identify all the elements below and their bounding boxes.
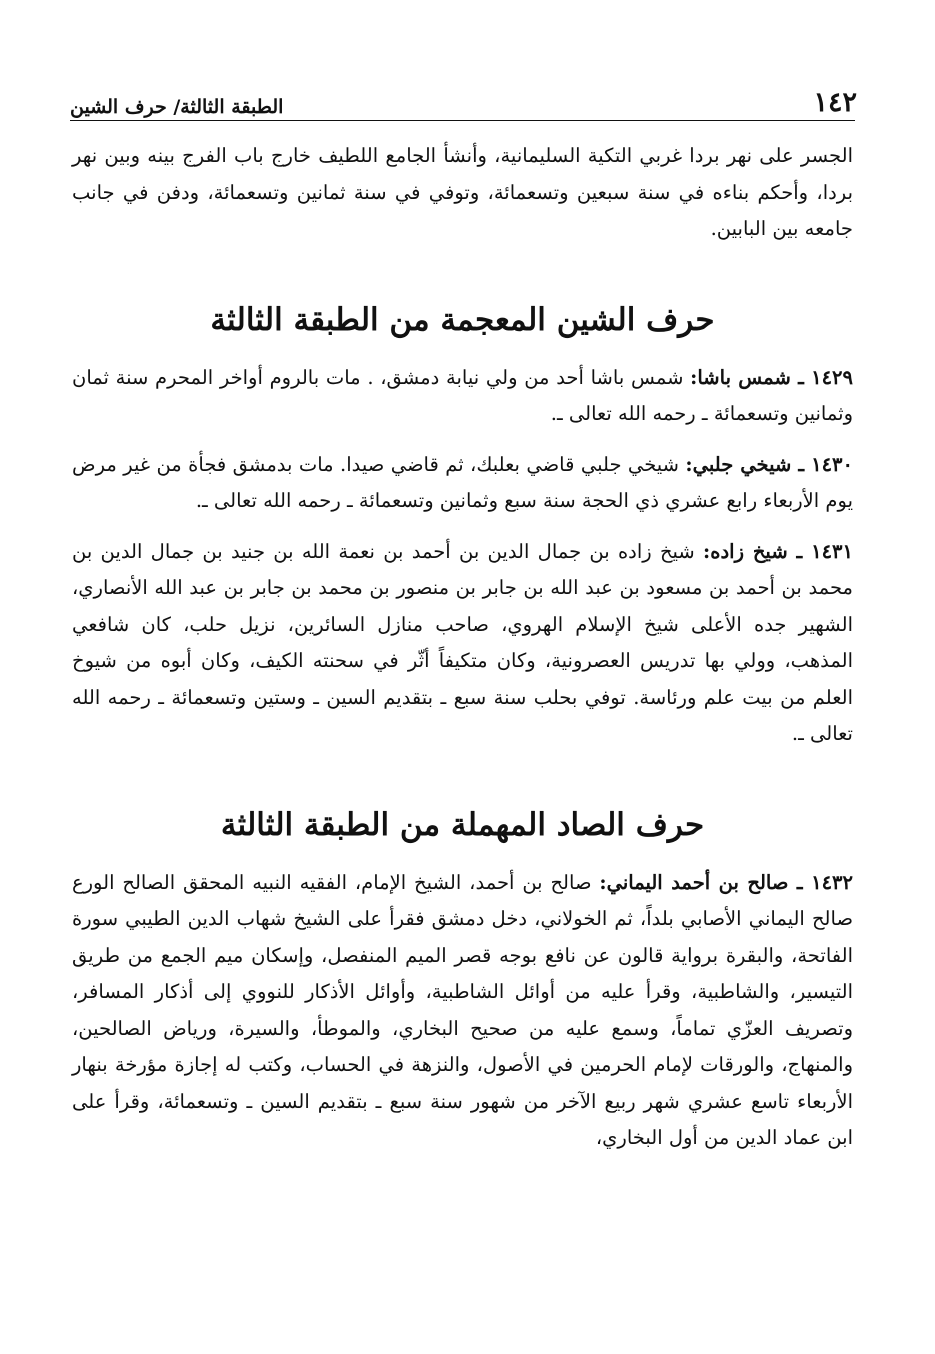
- entry-1431: [72, 534, 853, 753]
- section-heading-sad: حرف الصاد المهملة من الطبقة الثالثة: [220, 806, 705, 843]
- entry-1432: [72, 865, 853, 1157]
- entry-1430: [72, 447, 853, 520]
- page-body: [72, 138, 853, 1157]
- entry-text: شيخ زاده بن جمال الدين بن أحمد بن نعمة الله بن جنيد بن جمال الدين بن محمد بن أحمد بن مسعود بن عبد الله بن جابر بن منصور بن محمد بن جابر بن عبد الله الأنصاري، الشهير جده الأعلى شيخ الإسلام الهروي، صاحب منازل السائرين، نزيل حلب، كان شافعي المذهب، وولي بها تدريس العصرونية، وكان متكيفاً أثّر في سحنته الكيف، وكان أبوه من شيوخ العلم من بيت علم ورئاسة. توفي بحلب سنة سبع ـ بتقديم السين ـ وستين وتسعمائة ـ رحمه الله تعالى ـ.: [72, 539, 853, 745]
- entry-lead: ١٤٣٢ ـ صالح بن أحمد اليماني:: [599, 870, 853, 894]
- entry-text: صالح بن أحمد، الشيخ الإمام، الفقيه النبيه المحقق الصالح الورع صالح اليماني الأصابي بلداً، ثم الخولاني، دخل دمشق فقرأ على الشيخ شهاب الدين الطيبي سورة الفاتحة، والبقرة برواية قالون عن نافع بوجه قصر الميم المنفصل، وإسكان ميم الجمع من طريق التيسير، والشاطبية، وقرأ عليه من أوائل الشاطبية، وأوائل الأذكار للنووي إلى أذكار المسافر، وتصريف العزّي تماماً، وسمع عليه من صحيح البخاري، والموطأ، والسيرة، ورياض الصالحين، والمنهاج، والورقات لإمام الحرمين في الأصول، والنزهة في الحساب، وكتب له إجازة مؤرخة بنهار الأربعاء تاسع عشري شهر ربيع الآخر من شهور سنة سبع ـ بتقديم السين ـ وتسعمائة، وقرأ على ابن عماد الدين من أول البخاري،: [72, 870, 853, 1149]
- intro-paragraph: الجسر على نهر بردا غربي التكية السليمانية، وأنشأ الجامع اللطيف خارج باب الفرج بينه وبين نهر بردا، وأحكم بناءه في سنة سبعين وتسعمائة، وتوفي في سنة ثمانين وتسعمائة، ودفن في جانب جامعه بين البابين.: [72, 144, 853, 240]
- header-divider: [70, 120, 855, 121]
- entry-lead: ١٤٢٩ ـ شمس باشا:: [690, 365, 853, 389]
- running-title: الطبقة الثالثة/ حرف الشين: [70, 96, 284, 118]
- entry-text: شيخي جلبي قاضي بعلبك، ثم قاضي صيدا. مات بدمشق فجأة من غير مرض يوم الأربعاء رابع عشري ذي الحجة سنة سبع وثمانين وتسعمائة ـ رحمه الله تعالى ـ.: [72, 452, 853, 512]
- entry-text: شمس باشا أحد من ولي نيابة دمشق، . مات بالروم أواخر المحرم سنة ثمان وثمانين وتسعمائة ـ رحمه الله تعالى ـ.: [72, 365, 853, 425]
- entry-lead: ١٤٣٠ ـ شيخي جلبي:: [685, 452, 853, 476]
- entry-lead: ١٤٣١ ـ شيخ زاده:: [703, 539, 854, 563]
- entry-1429: [72, 360, 853, 433]
- page-number: ١٤٢: [813, 87, 857, 118]
- page-header: [70, 78, 857, 118]
- section-heading-shin: حرف الشين المعجمة من الطبقة الثالثة: [210, 301, 715, 338]
